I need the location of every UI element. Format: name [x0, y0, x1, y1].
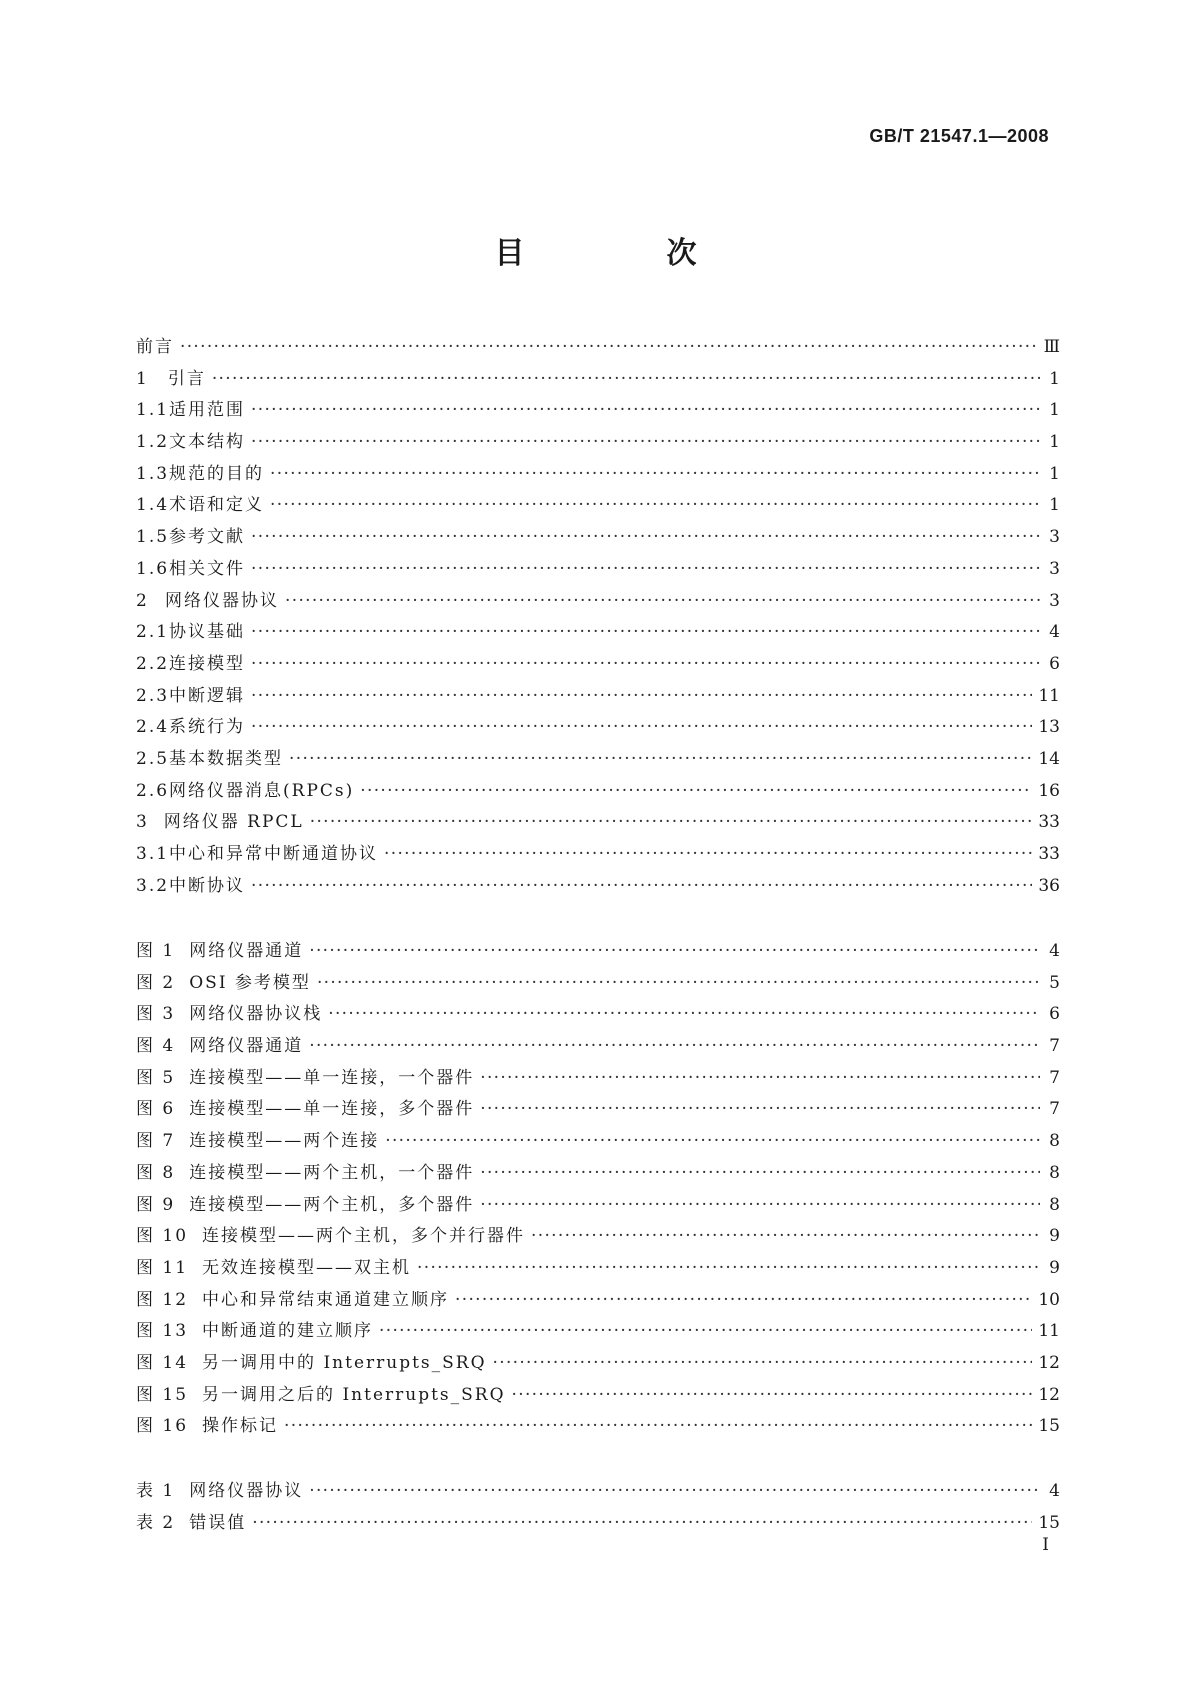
dot-leader [417, 1258, 1040, 1278]
toc-entry-label: 网络仪器协议 [189, 1481, 304, 1501]
toc-entry-label: 中断逻辑 [169, 685, 246, 706]
dot-leader [289, 749, 1032, 769]
dot-leader [309, 1481, 1040, 1501]
toc-entry-label: 连接模型——单一连接，多个器件 [189, 1099, 475, 1120]
dot-leader [251, 559, 1040, 579]
dot-leader [251, 622, 1040, 642]
toc-section-entry[interactable] [136, 871, 1060, 903]
dot-leader [379, 1321, 1032, 1341]
toc-entry-page: 11 [1038, 685, 1060, 706]
toc-entry-number: 图 10 [136, 1226, 189, 1247]
dot-leader [360, 781, 1032, 801]
toc-entry-number: 图 12 [136, 1289, 189, 1310]
dot-leader [251, 527, 1040, 547]
toc-figure-entry[interactable] [136, 1411, 1060, 1443]
dot-leader [180, 337, 1038, 357]
toc-entry-page: 7 [1049, 1036, 1060, 1057]
toc-entry-page: 15 [1038, 1416, 1060, 1437]
toc-entry-page: 3 [1049, 590, 1060, 611]
toc-figure-entry[interactable] [136, 1063, 1060, 1095]
toc-entry-label: 中断通道的建立顺序 [202, 1321, 374, 1342]
toc-entry-number: 1.5 [136, 527, 170, 548]
toc-entry-page: 6 [1049, 1004, 1060, 1025]
toc-entry-number: 3 [136, 812, 149, 833]
toc-entry-number: 图 11 [136, 1257, 189, 1278]
dot-leader [270, 464, 1040, 484]
toc-entry-page: 3 [1049, 527, 1060, 548]
dot-leader [309, 941, 1040, 961]
toc-entry-label: 连接模型——单一连接，一个器件 [189, 1067, 475, 1088]
toc-entry-label: 相关文件 [169, 558, 246, 579]
dot-leader [284, 1416, 1032, 1436]
toc-entry-page: 10 [1038, 1289, 1060, 1310]
toc-entry-number: 前言 [136, 337, 174, 357]
toc-entry-label: 连接模型——两个连接 [189, 1131, 380, 1152]
toc-entry-page: 12 [1038, 1352, 1060, 1373]
toc-section-entry[interactable] [136, 681, 1060, 713]
toc-entry-page: 33 [1038, 844, 1060, 864]
dot-leader [251, 654, 1040, 674]
toc-section-entry[interactable] [136, 712, 1060, 744]
toc-entry-page: 33 [1038, 812, 1060, 833]
dot-leader [309, 1036, 1040, 1056]
toc-entry-number: 图 1 [136, 941, 176, 961]
toc-section-entry[interactable] [136, 395, 1060, 427]
toc-entry-label: 网络仪器协议 [165, 590, 280, 611]
toc-entry-number: 图 2 [136, 972, 176, 993]
toc-entry-number: 图 15 [136, 1384, 189, 1405]
toc-entry-number: 图 13 [136, 1321, 189, 1342]
toc-entry-page: 36 [1038, 875, 1060, 896]
toc-entry-label: 引言 [167, 368, 206, 389]
dot-leader [385, 1131, 1040, 1151]
dot-leader [251, 400, 1040, 420]
toc-entry-page: 8 [1049, 1194, 1060, 1215]
toc-entry-page: 4 [1049, 622, 1060, 643]
toc-entry-number: 1.2 [136, 432, 170, 453]
toc-entry-page: 9 [1049, 1257, 1060, 1278]
toc-entry-label: 中心和异常结束通道建立顺序 [202, 1289, 450, 1310]
toc-figure-entry[interactable] [136, 968, 1060, 1000]
toc-entry-number: 2.6 [136, 780, 170, 801]
toc-entry-page: 16 [1038, 780, 1060, 801]
toc-entry-label: 网络仪器协议栈 [189, 1004, 323, 1025]
toc-entry-label: 参考文献 [169, 527, 246, 548]
toc-section-entry[interactable] [136, 459, 1060, 491]
toc-entry-number: 1.6 [136, 558, 170, 579]
toc-entry-label: 文本结构 [169, 432, 246, 453]
toc-figure-entry[interactable] [136, 1380, 1060, 1412]
dot-leader [480, 1195, 1040, 1215]
toc-figure-entry[interactable] [136, 1190, 1060, 1222]
dot-leader [270, 495, 1040, 515]
toc-entry-number: 2.3 [136, 685, 170, 706]
toc-entry-page: 6 [1049, 653, 1060, 674]
dot-leader [252, 1513, 1032, 1533]
toc-entry-label: 另一调用之后的 Interrupts_SRQ [202, 1384, 506, 1405]
toc-entry-label: 错误值 [189, 1512, 247, 1533]
toc-section-entry[interactable] [136, 427, 1060, 459]
standard-number: GB/T 21547.1—2008 [869, 126, 1049, 146]
dot-leader [212, 369, 1040, 389]
toc-section-entry[interactable] [136, 744, 1060, 776]
toc-figure-entry[interactable] [136, 1126, 1060, 1158]
dot-leader [455, 1290, 1032, 1310]
toc-section-entry[interactable] [136, 490, 1060, 522]
dot-leader [317, 973, 1040, 993]
toc-figure-entry[interactable] [136, 1031, 1060, 1063]
toc-entry-page: 1 [1049, 432, 1060, 453]
toc-entry-number: 图 3 [136, 1004, 176, 1025]
toc-entry-label: 术语和定义 [169, 495, 265, 516]
toc-entry-number: 2.2 [136, 653, 170, 674]
dot-leader [251, 686, 1032, 706]
toc-section-entry[interactable] [136, 554, 1060, 586]
toc-section-entry[interactable] [136, 617, 1060, 649]
toc-entry-page: 9 [1049, 1226, 1060, 1247]
toc-entry-label: 另一调用中的 Interrupts_SRQ [202, 1352, 487, 1373]
toc-entry-number: 图 9 [136, 1194, 176, 1215]
toc-entry-number: 1 [136, 368, 149, 389]
toc-entry-number: 图 7 [136, 1131, 176, 1152]
toc-entry-label: 适用范围 [169, 400, 246, 421]
toc-entry-page: 1 [1049, 368, 1060, 389]
toc-entry-number: 图 14 [136, 1352, 189, 1373]
toc-entry-page: 1 [1049, 463, 1060, 484]
toc-entry-label: OSI 参考模型 [189, 972, 311, 993]
toc-entry-label: 操作标记 [202, 1416, 279, 1437]
toc-entry-page: 14 [1038, 748, 1060, 769]
toc-entry-label: 网络仪器通道 [189, 1036, 304, 1057]
toc-section-entry[interactable] [136, 364, 1060, 396]
toc-entry-label: 网络仪器通道 [189, 941, 304, 961]
toc-sections [136, 332, 1060, 902]
toc-entry-page: 13 [1038, 717, 1060, 738]
toc-section-entry[interactable] [136, 586, 1060, 618]
dot-leader [310, 812, 1033, 832]
toc-table-entry[interactable] [136, 1508, 1060, 1540]
toc-entry-page: 5 [1049, 972, 1060, 993]
dot-leader [480, 1068, 1040, 1088]
toc-figure-entry[interactable] [136, 1285, 1060, 1317]
toc-entry-label: 基本数据类型 [169, 748, 284, 769]
dot-leader [285, 591, 1040, 611]
toc-figure-entry[interactable] [136, 936, 1060, 968]
toc-tables [136, 1476, 1060, 1539]
toc-figure-entry[interactable] [136, 1253, 1060, 1285]
toc-entry-number: 3.2 [136, 875, 170, 896]
toc-entry-page: 1 [1049, 400, 1060, 421]
toc-entry-label: 中心和异常中断通道协议 [169, 844, 379, 864]
toc-section-entry[interactable] [136, 776, 1060, 808]
toc-figure-entry[interactable] [136, 1094, 1060, 1126]
toc-entry-number: 图 5 [136, 1067, 176, 1088]
dot-leader [480, 1099, 1040, 1119]
toc-entry-page: 12 [1038, 1384, 1060, 1405]
toc-entry-label: 连接模型——两个主机，多个并行器件 [202, 1226, 526, 1247]
page-title: 目 次 [494, 236, 753, 271]
toc-entry-label: 规范的目的 [169, 463, 265, 484]
toc-entry-page: 7 [1049, 1067, 1060, 1088]
page-folio: I [1042, 1535, 1049, 1555]
toc-entry-page: 15 [1038, 1512, 1060, 1533]
toc-figure-entry[interactable] [136, 1158, 1060, 1190]
toc-entry-number: 3.1 [136, 844, 170, 864]
toc-entry-number: 2.5 [136, 748, 170, 769]
toc-entry-number: 2.4 [136, 717, 170, 738]
toc-entry-page: Ⅲ [1043, 337, 1060, 357]
toc-entry-number: 1.4 [136, 495, 170, 516]
toc-entry-label: 连接模型——两个主机，一个器件 [189, 1162, 475, 1183]
toc-entry-label: 网络仪器消息(RPCs) [169, 780, 355, 801]
toc-entry-number: 2 [136, 590, 149, 611]
toc-section-entry[interactable] [136, 522, 1060, 554]
toc-entry-number: 2.1 [136, 622, 170, 643]
toc-figure-entry[interactable] [136, 1221, 1060, 1253]
toc-entry-page: 8 [1049, 1131, 1060, 1152]
toc-entry-page: 11 [1038, 1321, 1060, 1342]
toc-section-entry[interactable] [136, 807, 1060, 839]
toc-entry-page: 1 [1049, 495, 1060, 516]
toc-entry-number: 1.3 [136, 463, 170, 484]
dot-leader [480, 1163, 1040, 1183]
dot-leader [493, 1353, 1033, 1373]
toc-figure-entry[interactable] [136, 1348, 1060, 1380]
toc-entry-number: 表 2 [136, 1512, 176, 1533]
toc-entry-label: 无效连接模型——双主机 [202, 1257, 412, 1278]
toc-entry-number: 图 16 [136, 1416, 189, 1437]
dot-leader [251, 876, 1032, 896]
toc-figures [136, 936, 1060, 1443]
toc-section-entry[interactable] [136, 332, 1060, 364]
toc-entry-label: 系统行为 [169, 717, 246, 738]
toc-entry-number: 图 4 [136, 1036, 176, 1057]
toc-entry-number: 图 6 [136, 1099, 176, 1120]
toc-entry-label: 中断协议 [169, 875, 246, 896]
toc-entry-label: 网络仪器 RPCL [163, 812, 304, 833]
toc-entry-page: 7 [1049, 1099, 1060, 1120]
toc-entry-page: 4 [1049, 1481, 1060, 1501]
dot-leader [531, 1226, 1040, 1246]
dot-leader [512, 1385, 1033, 1405]
dot-leader [251, 432, 1040, 452]
toc-entry-label: 协议基础 [169, 622, 246, 643]
dot-leader [384, 844, 1032, 864]
toc-entry-page: 3 [1049, 558, 1060, 579]
dot-leader [328, 1004, 1040, 1024]
toc-section-entry[interactable] [136, 839, 1060, 871]
toc-entry-page: 8 [1049, 1162, 1060, 1183]
toc-entry-page: 4 [1049, 941, 1060, 961]
toc-entry-number: 1.1 [136, 400, 170, 421]
dot-leader [251, 717, 1032, 737]
toc-figure-entry[interactable] [136, 1316, 1060, 1348]
toc-entry-label: 连接模型 [169, 653, 246, 674]
toc-entry-label: 连接模型——两个主机，多个器件 [189, 1194, 475, 1215]
toc-entry-number: 表 1 [136, 1481, 176, 1501]
toc-section-entry[interactable] [136, 649, 1060, 681]
toc-figure-entry[interactable] [136, 999, 1060, 1031]
toc-entry-number: 图 8 [136, 1162, 176, 1183]
toc-table-entry[interactable] [136, 1476, 1060, 1508]
